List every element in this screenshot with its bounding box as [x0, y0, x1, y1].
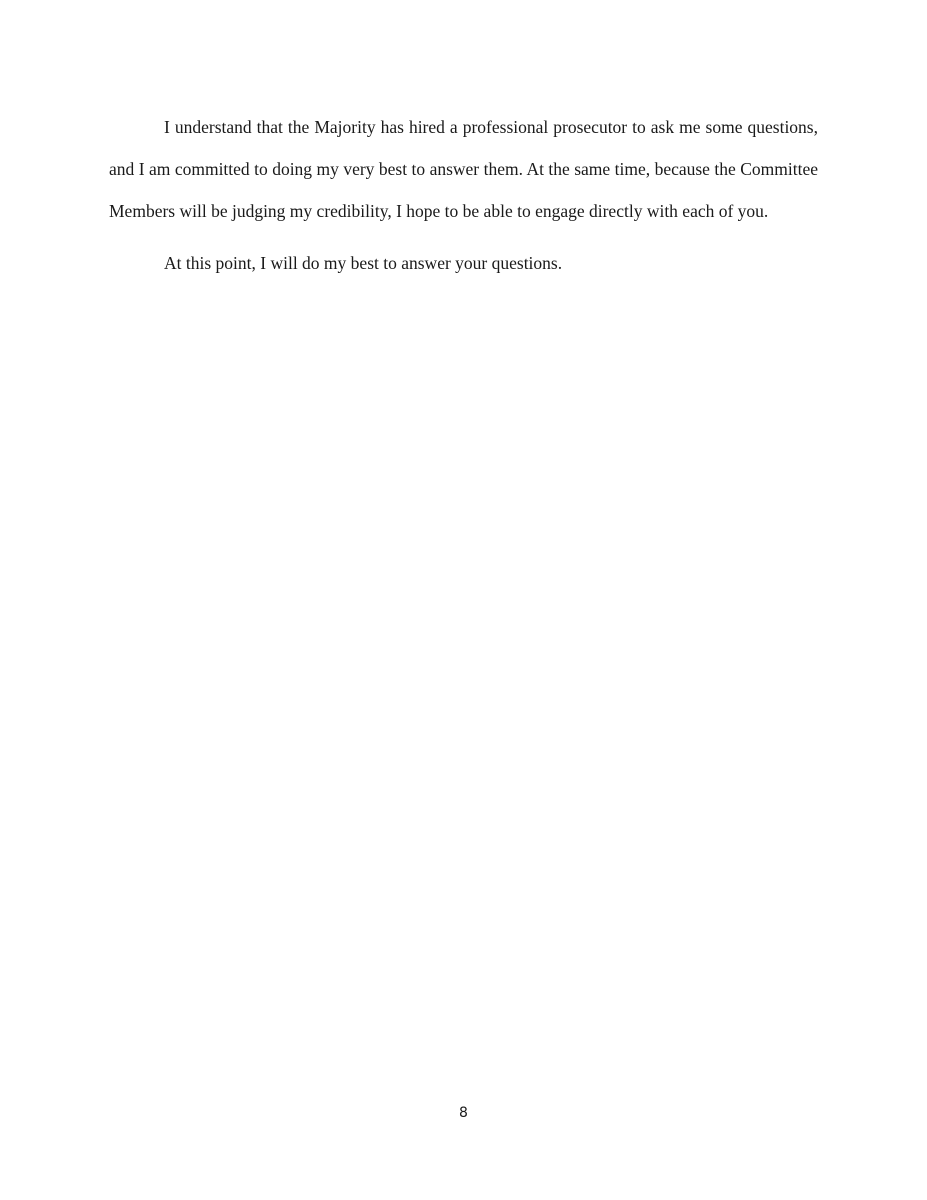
page-number: 8 — [459, 1105, 468, 1121]
document-body — [109, 106, 818, 284]
paragraph-answer-questions: At this point, I will do my best to answer your questions. — [164, 253, 563, 273]
paragraph-prosecutor: I understand that the Majority has hired a professional prosecutor to ask me some questions, and I am committed to doing my very best to answer them. At the same time, because the Committee Members will be judging my credibility, I hope to be able to engage directly with each of you. — [109, 117, 818, 221]
